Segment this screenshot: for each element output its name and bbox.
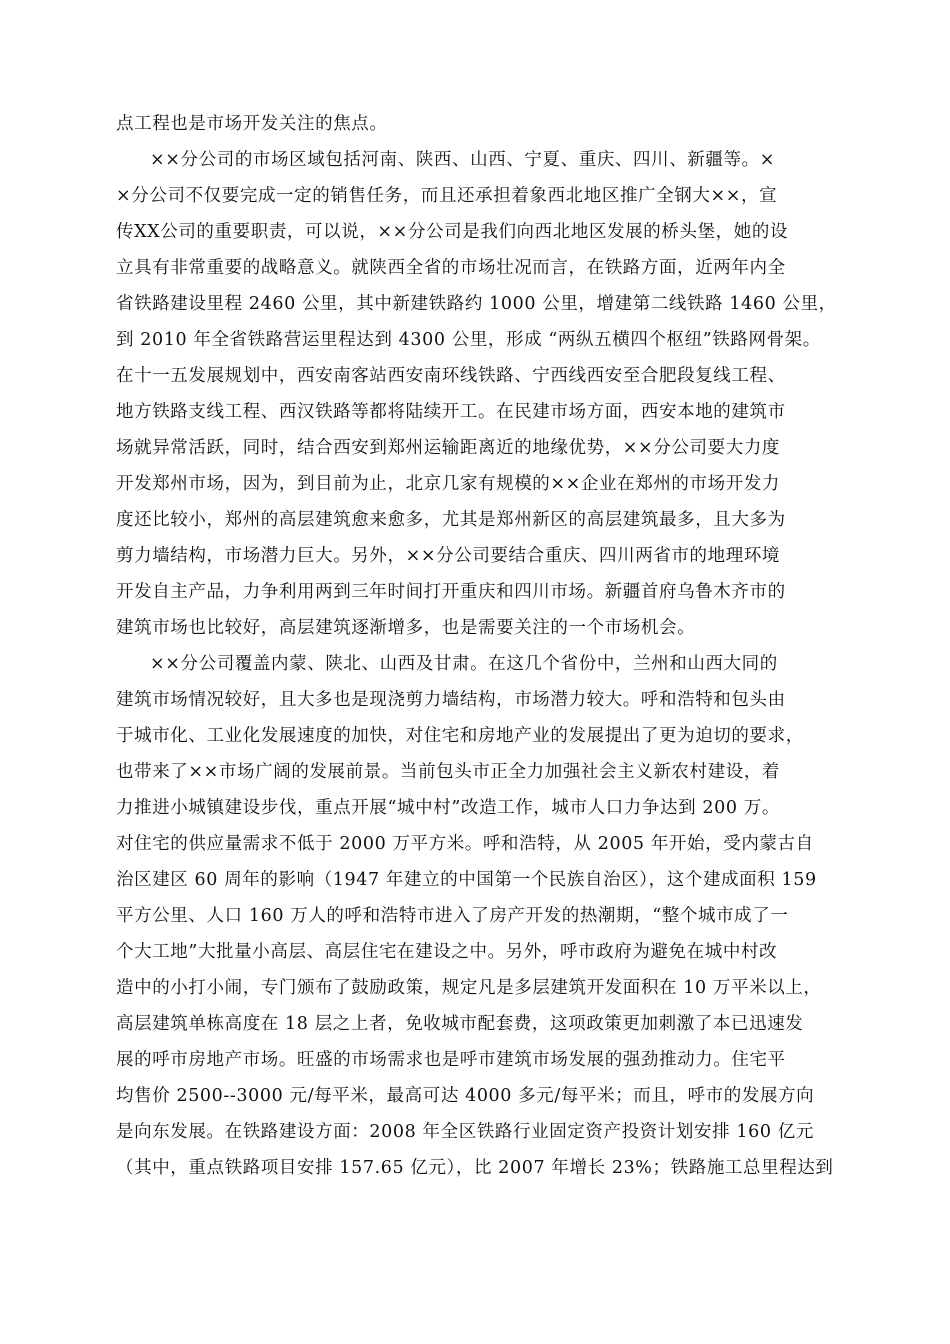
text-line: 省铁路建设里程 2460 公里，其中新建铁路约 1000 公里，增建第二线铁路 1460 公里，	[116, 294, 837, 314]
text-line: 在十一五发展规划中，西安南客站西安南环线铁路、宁西线西安至合肥段复线工程、	[116, 366, 786, 386]
text-line: 到 2010 年全省铁路营运里程达到 4300 公里，形成 “两纵五横四个枢纽”铁路网骨架。	[116, 330, 821, 350]
text-line: 地方铁路支线工程、西汉铁路等都将陆续开工。在民建市场方面，西安本地的建筑市	[116, 402, 786, 422]
text-line: 是向东发展。在铁路建设方面：2008 年全区铁路行业固定资产投资计划安排 160 亿元	[116, 1122, 814, 1142]
text-line: 开发自主产品，力争利用两到三年时间打开重庆和四川市场。新疆首府乌鲁木齐市的	[116, 582, 786, 602]
text-line: ×分公司不仅要完成一定的销售任务，而且还承担着象西北地区推广全钢大××，宣	[116, 186, 778, 206]
text-line: 度还比较小，郑州的高层建筑愈来愈多，尤其是郑州新区的高层建筑最多，且大多为	[116, 510, 786, 530]
text-line: 场就异常活跃，同时，结合西安到郑州运输距离近的地缘优势，××分公司要大力度	[116, 438, 781, 458]
text-line: 建筑市场也比较好，高层建筑逐渐增多，也是需要关注的一个市场机会。	[116, 618, 696, 638]
text-line: （其中，重点铁路项目安排 157.65 亿元），比 2007 年增长 23%；铁路施工总里程达到	[116, 1158, 834, 1178]
text-line: 治区建区 60 周年的影响（1947 年建立的中国第一个民族自治区），这个建成面积 159	[116, 870, 817, 890]
text-line: 剪力墙结构，市场潜力巨大。另外，××分公司要结合重庆、四川两省市的地理环境	[116, 546, 781, 566]
text-line: 高层建筑单栋高度在 18 层之上者，免收城市配套费，这项政策更加刺激了本已迅速发	[116, 1014, 804, 1034]
paragraph-start-line: ××分公司覆盖内蒙、陕北、山西及甘肃。在这几个省份中，兰州和山西大同的	[150, 654, 778, 674]
text-line: 个大工地”大批量小高层、高层住宅在建设之中。另外，呼市政府为避免在城中村改	[116, 942, 778, 962]
text-line: 均售价 2500--3000 元/每平米，最高可达 4000 多元/每平米；而且，呼市的发展方向	[116, 1086, 815, 1106]
text-line: 造中的小打小闹，专门颁布了鼓励政策，规定凡是多层建筑开发面积在 10 万平米以上，	[116, 978, 822, 998]
text-line: 平方公里、人口 160 万人的呼和浩特市进入了房产开发的热潮期，“整个城市成了一	[116, 906, 789, 926]
text-line: 也带来了××市场广阔的发展前景。当前包头市正全力加强社会主义新农村建设，着	[116, 762, 781, 782]
text-line: 展的呼市房地产市场。旺盛的市场需求也是呼市建筑市场发展的强劲推动力。住宅平	[116, 1050, 786, 1070]
text-line: 传XX公司的重要职责，可以说，××分公司是我们向西北地区发展的桥头堡，她的设	[116, 222, 789, 242]
text-line: 点工程也是市场开发关注的焦点。	[116, 114, 388, 134]
text-line: 对住宅的供应量需求不低于 2000 万平方米。呼和浩特，从 2005 年开始，受内蒙古自	[116, 834, 814, 854]
text-line: 开发郑州市场，因为，到目前为止，北京几家有规模的××企业在郑州的市场开发力	[116, 474, 781, 494]
paragraph-start-line: ××分公司的市场区域包括河南、陕西、山西、宁夏、重庆、四川、新疆等。×	[150, 150, 775, 170]
text-line: 于城市化、工业化发展速度的加快，对住宅和房地产业的发展提出了更为迫切的要求，	[116, 726, 804, 746]
text-line: 建筑市场情况较好，且大多也是现浇剪力墙结构，市场潜力较大。呼和浩特和包头由	[116, 690, 786, 710]
text-line: 立具有非常重要的战略意义。就陕西全省的市场壮况而言，在铁路方面，近两年内全	[116, 258, 786, 278]
text-line: 力推进小城镇建设步伐，重点开展“城中村”改造工作，城市人口力争达到 200 万。	[116, 798, 780, 818]
